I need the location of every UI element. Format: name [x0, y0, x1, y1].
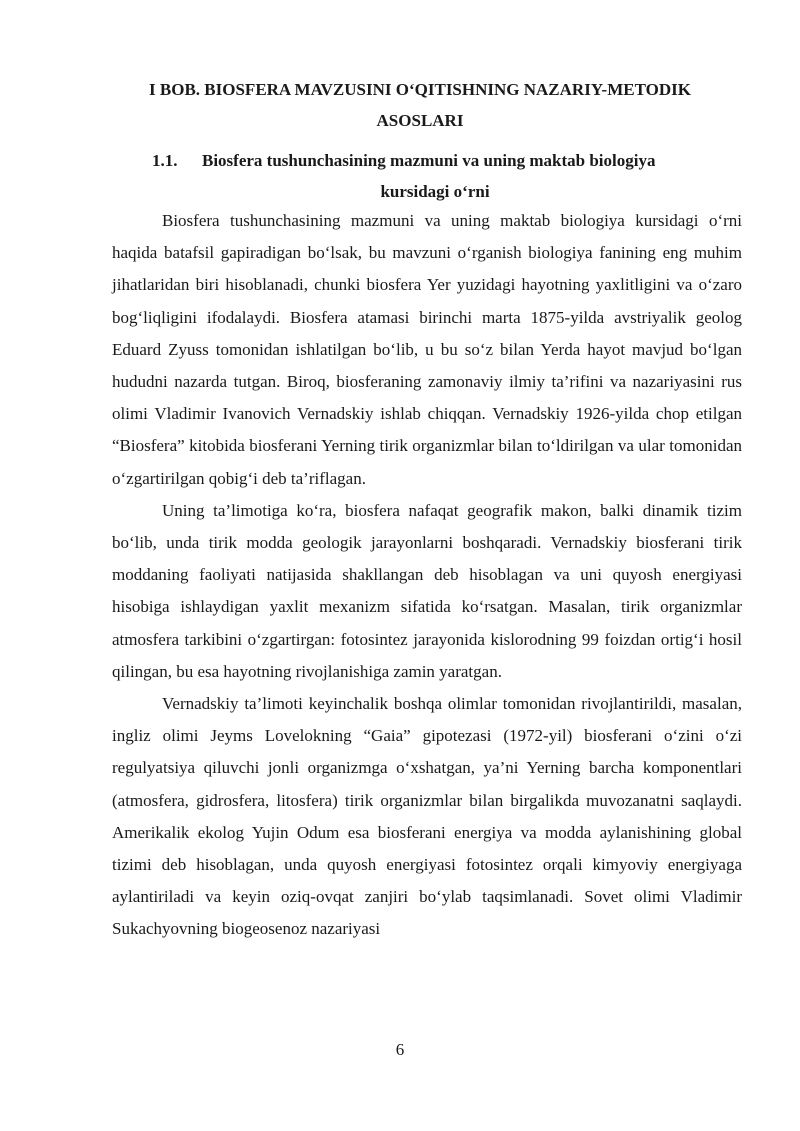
section-number: 1.1. — [152, 151, 178, 170]
body-text — [112, 205, 742, 946]
chapter-title: I BOB. BIOSFERA MAVZUSINI O‘QITISHNING NAZARIY-METODIK ASOSLARI — [149, 80, 691, 130]
paragraph-2: Uning ta’limotiga ko‘ra, biosfera nafaqat geografik makon, balki dinamik tizim bo‘lib, unda tirik modda geologik jarayonlarni boshqaradi. Vernadskiy biosferani tirik moddaning faoliyati natijasida shakllangan deb hisoblagan va uni quyosh energiyasi hisobiga ishlaydigan yaxlit mexanizm sifatida ko‘rsatgan. Masalan, tirik organizmlar atmosfera tarkibini o‘zgartirgan: fotosintez jarayonida kislorodning 99 foizdan ortig‘i hosil qilingan, bu esa hayotning rivojlanishiga zamin yaratgan. — [112, 500, 742, 681]
section-heading-line1 — [110, 145, 730, 176]
section-heading — [110, 145, 730, 207]
paragraph-1: Biosfera tushunchasining mazmuni va uning maktab biologiya kursidagi o‘rni haqida batafsil gapiradigan bo‘lsak, bu mavzuni o‘rganish biologiya fanining eng muhim jihatlaridan biri hisoblanadi, chunki biosfera Yer yuzidagi hayotning yaxlitligini va o‘zaro bog‘liqligini ifodalaydi. Biosfera atamasi birinchi marta 1875-yilda avstriyalik geolog Eduard Zyuss tomonidan ishlatilgan bo‘lib, u bu so‘z bilan Yerda hayot mavjud bo‘lgan hududni nazarda tutgan. Biroq, biosferaning zamonaviy ilmiy ta’rifini va nazariyasini rus olimi Vladimir Ivanovich Vernadskiy ishlab chiqqan. Vernadskiy 1926-yilda chop etilgan “Biosfera” kitobida biosferani Yerning tirik organizmlar bilan to‘ldirilgan va ular tomonidan o‘zgartirilgan qobig‘i deb ta’riflagan. — [112, 211, 742, 488]
paragraph-3: Vernadskiy ta’limoti keyinchalik boshqa olimlar tomonidan rivojlantirildi, masalan, ingliz olimi Jeyms Lovelokning “Gaia” gipotezasi (1972-yil) biosferani o‘zini o‘zi regulyatsiya qiluvchi jonli organizmga o‘xshatgan, ya’ni Yerning barcha komponentlari (atmosfera, gidrosfera, litosfera) tirik organizmlar bilan birgalikda muvozanatni saqlaydi. Amerikalik ekolog Yujin Odum esa biosferani energiya va modda aylanishining global tizimi deb hisoblagan, unda quyosh energiyasi fotosintez orqali kimyoviy energiyaga aylantiriladi va keyin oziq-ovqat zanjiri bo‘ylab taqsimlanadi. Sovet olimi Vladimir Sukachyovning biogeosenoz nazariyasi — [112, 694, 742, 939]
section-title-line2: kursidagi o‘rni — [380, 182, 490, 201]
section-title-line1: Biosfera tushunchasining mazmuni va uning maktab biologiya — [202, 151, 656, 170]
page-number: 6 — [395, 1040, 405, 1059]
